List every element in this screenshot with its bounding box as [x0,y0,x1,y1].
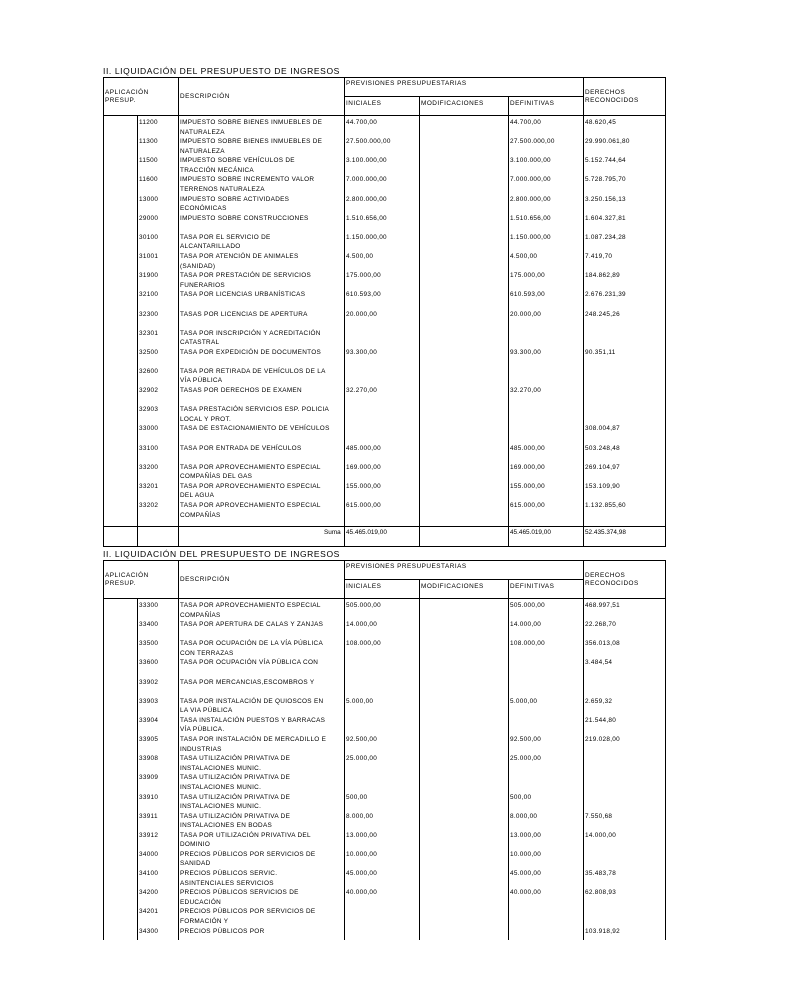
row-description: TASA POR APROVECHAMIENTO ESPECIAL COMPAÑÍAS DEL GAS [180,463,321,481]
row-code: 32300 [139,310,159,318]
row-derechos: 3.484,54 [585,659,613,667]
section-title: II. LIQUIDACIÓN DEL PRESUPUESTO DE INGRESOS [103,66,340,76]
row-code: 32902 [139,387,159,395]
liquidacion-section-2 [103,549,666,1000]
row-derechos: 90.351,11 [585,348,616,356]
row-iniciales: 2.800.000,00 [346,195,387,203]
row-iniciales: 10.000,00 [346,850,378,858]
row-description: TASA POR EXPEDICIÓN DE DOCUMENTOS [180,348,322,356]
row-description: TASA POR UTILIZACIÓN PRIVATIVA DEL DOMINIO [180,831,311,849]
header-definitivas: DEFINITIVAS [510,583,555,590]
row-description: TASA POR ATENCIÓN DE ANIMALES (SANIDAD) [180,253,299,270]
row-description: TASA POR APERTURA DE CALAS Y ZANJAS [180,621,324,629]
row-iniciales: 92.500,00 [346,736,378,744]
row-description: PRECIOS PÚBLICOS POR [180,927,265,935]
header-aplicacion: APLICACIÓN PRESUP. [105,572,149,587]
row-code: 29000 [139,214,159,222]
row-description: TASA POR ENTRADA DE VEHÍCULOS [180,444,302,452]
row-definitivas: 93.300,00 [510,348,542,356]
row-code: 11200 [139,119,158,126]
row-derechos: 48.620,45 [585,119,617,126]
row-iniciales: 175.000,00 [346,272,381,280]
header-definitivas: DEFINITIVAS [510,100,555,107]
row-description: PRECIOS PÚBLICOS SERVIC. ASINTENCIALES SERVICIOS [180,870,278,887]
header-previsiones: PREVISIONES PRESUPUESTARIAS [346,563,467,570]
row-definitivas: 169.000,00 [510,463,545,471]
row-definitivas: 108.000,00 [510,640,545,648]
row-code: 30100 [139,233,159,241]
row-description: TASA INSTALACIÓN PUESTOS Y BARRACAS VÍA PÚBLICA. [180,716,326,734]
row-iniciales: 20.000,00 [346,310,378,318]
row-description: TASA POR INSTALACIÓN DE QUIOSCOS EN LA VIA PÚBLICA [180,697,324,715]
sum-derechos: 52.435.374,98 [585,529,626,536]
row-definitivas: 8.000,00 [510,812,538,820]
row-iniciales: 93.300,00 [346,348,378,356]
row-code: 33912 [139,831,159,839]
liquidacion-section-1 [103,66,666,550]
row-iniciales: 1.510.656,00 [346,214,387,222]
row-code: 34300 [139,927,159,935]
row-code: 11600 [139,176,158,184]
row-definitivas: 1.150.000,00 [510,233,551,241]
row-description: TASAS POR DERECHOS DE EXAMEN [180,387,302,395]
row-definitivas: 505.000,00 [510,602,545,609]
row-code: 32903 [139,406,159,414]
row-definitivas: 20.000,00 [510,310,542,318]
row-derechos: 153.109,90 [585,482,620,490]
header-iniciales: INICIALES [346,583,382,590]
row-iniciales: 3.100.000,00 [346,157,387,165]
row-iniciales: 25.000,00 [346,755,378,763]
row-description: IMPUESTO SOBRE BIENES INMUEBLES DE NATURALEZA [180,119,323,136]
row-derechos: 503.248,48 [585,444,620,452]
row-iniciales: 5.000,00 [346,697,374,705]
row-iniciales: 1.150.000,00 [346,233,387,241]
row-definitivas: 3.100.000,00 [510,157,551,165]
budget-table [103,560,666,940]
row-iniciales: 4.500,00 [346,253,374,261]
row-description: TASA POR OCUPACIÓN DE LA VÍA PÚBLICA CON TERRAZAS [180,640,323,657]
header-descripcion: DESCRIPCIÓN [180,93,230,100]
row-description: TASA POR RETIRADA DE VEHÍCULOS DE LA VÍA PÚBLICA [180,367,326,385]
row-description: TASA POR MERCANCIAS,ESCOMBROS Y [180,678,315,686]
row-code: 33202 [139,502,159,509]
row-definitivas: 13.000,00 [510,831,542,839]
row-description: TASA POR OCUPACIÓN VÍA PÚBLICA CON [180,659,319,667]
row-derechos: 219.028,00 [585,736,620,744]
row-iniciales: 45.000,00 [346,870,378,878]
row-description: IMPUESTO SOBRE ACTIVIDADES ECONÓMICAS [180,195,290,213]
row-definitivas: 45.000,00 [510,870,542,878]
row-definitivas: 155.000,00 [510,482,545,490]
row-derechos: 2.659,32 [585,697,613,705]
row-derechos: 356.013,08 [585,640,620,648]
row-iniciales: 155.000,00 [346,482,381,490]
row-code: 11500 [139,157,158,165]
row-code: 33200 [139,463,159,471]
row-iniciales: 500,00 [346,793,368,801]
row-description: IMPUESTO SOBRE INCREMENTO VALOR TERRENOS NATURALEZA [180,176,315,193]
row-derechos: 21.544,80 [585,716,617,724]
row-derechos: 2.676.231,39 [585,291,626,299]
row-code: 32301 [139,329,159,337]
row-description: PRECIOS PÚBLICOS POR SERVICIOS DE FORMACIÓN Y [180,908,316,925]
row-description: TASA POR INSTALACIÓN DE MERCADILLO E INDUSTRIAS [180,736,327,753]
row-derechos: 7.419,70 [585,253,613,261]
row-code: 32500 [139,348,159,356]
row-description: TASA POR INSCRIPCIÓN Y ACREDITACIÓN CATASTRAL [180,329,321,347]
row-iniciales: 14.000,00 [346,621,378,629]
row-definitivas: 1.510.656,00 [510,214,551,222]
row-description: TASA POR PRESTACIÓN DE SERVICIOS FUNERARIOS [180,272,312,289]
row-definitivas: 500,00 [510,793,532,801]
row-derechos: 14.000,00 [585,831,617,839]
row-code: 32100 [139,291,159,299]
row-iniciales: 7.000.000,00 [346,176,387,184]
row-derechos: 5.152.744,64 [585,157,626,165]
header-previsiones: PREVISIONES PRESUPUESTARIAS [346,80,467,87]
row-code: 34100 [139,870,159,878]
row-code: 33100 [139,444,159,452]
row-derechos: 103.918,92 [585,927,620,935]
row-description: TASA POR APROVECHAMIENTO ESPECIAL COMPAÑÍAS [180,602,321,619]
row-definitivas: 2.800.000,00 [510,195,551,203]
row-description: TASA POR APROVECHAMIENTO ESPECIAL COMPAÑÍAS [180,502,321,519]
sum-label: Suma [324,529,341,536]
row-description: PRECIOS PÚBLICOS SERVICIOS DE EDUCACIÓN [180,889,299,906]
row-definitivas: 5.000,00 [510,697,538,705]
row-code: 34000 [139,850,159,858]
row-iniciales: 40.000,00 [346,889,378,897]
row-description: TASA UTILIZACIÓN PRIVATIVA DE INSTALACIONES MUNIC. [180,774,291,791]
header-aplicacion: APLICACIÓN PRESUP. [105,89,149,104]
row-code: 33600 [139,659,159,667]
header-modificaciones: MODIFICACIONES [421,583,484,590]
sum-definitivas: 45.465.019,00 [510,529,551,536]
row-derechos: 1.087.234,28 [585,233,626,241]
row-code: 31900 [139,272,159,280]
row-derechos: 5.728.795,70 [585,176,626,184]
row-derechos: 7.550,68 [585,812,613,820]
row-iniciales: 505.000,00 [346,602,381,609]
header-derechos: DERECHOS RECONOCIDOS [585,572,639,587]
row-derechos: 308.004,87 [585,425,620,433]
row-derechos: 1.604.327,81 [585,214,626,222]
row-code: 33902 [139,678,159,686]
row-code: 33908 [139,755,159,763]
row-code: 33909 [139,774,159,782]
row-description: TASA PRESTACIÓN SERVICIOS ESP. POLICIA LOCAL Y PROT. [180,406,329,423]
row-description: TASA DE ESTACIONAMIENTO DE VEHÍCULOS [180,425,330,433]
row-derechos: 3.250.156,13 [585,195,626,203]
row-code: 33300 [139,602,159,609]
row-derechos: 62.808,93 [585,889,617,897]
row-definitivas: 615.000,00 [510,502,545,509]
row-description: IMPUESTO SOBRE BIENES INMUEBLES DE NATURALEZA [180,138,323,155]
header-iniciales: INICIALES [346,100,382,107]
row-definitivas: 32.270,00 [510,387,542,395]
row-iniciales: 615.000,00 [346,502,381,509]
row-derechos: 29.990.061,80 [585,138,630,146]
row-description: TASA POR APROVECHAMIENTO ESPECIAL DEL AGUA [180,482,321,500]
row-definitivas: 610.593,00 [510,291,545,299]
row-iniciales: 27.500.000,00 [346,138,391,146]
row-code: 33904 [139,716,159,724]
header-descripcion: DESCRIPCIÓN [180,576,230,583]
row-definitivas: 4.500,00 [510,253,538,261]
row-code: 13000 [139,195,159,203]
row-description: IMPUESTO SOBRE VEHÍCULOS DE TRACCIÓN MECÁNICA [180,157,295,174]
row-code: 34200 [139,889,159,897]
row-definitivas: 40.000,00 [510,889,542,897]
row-iniciales: 32.270,00 [346,387,378,395]
row-definitivas: 14.000,00 [510,621,542,629]
row-definitivas: 92.500,00 [510,736,542,744]
row-iniciales: 108.000,00 [346,640,381,648]
row-description: TASAS POR LICENCIAS DE APERTURA [180,310,308,318]
row-code: 33000 [139,425,159,433]
section-title: II. LIQUIDACIÓN DEL PRESUPUESTO DE INGRESOS [103,549,340,559]
row-description: PRECIOS PÚBLICOS POR SERVICIOS DE SANIDAD [180,850,316,868]
row-code: 11300 [139,138,158,146]
row-code: 34201 [139,908,159,916]
row-code: 33201 [139,482,159,490]
row-code: 33910 [139,793,159,801]
row-definitivas: 10.000,00 [510,850,542,858]
row-definitivas: 175.000,00 [510,272,545,280]
row-iniciales: 13.000,00 [346,831,378,839]
row-description: TASA UTILIZACIÓN PRIVATIVA DE INSTALACIONES EN BODAS [180,812,291,830]
header-derechos: DERECHOS RECONOCIDOS [585,89,639,104]
row-description: IMPUESTO SOBRE CONSTRUCCIONES [180,214,309,222]
row-definitivas: 44.700,00 [510,119,542,126]
row-code: 32600 [139,367,159,375]
budget-table [103,77,666,547]
row-derechos: 22.268,70 [585,621,617,629]
row-derechos: 248.245,26 [585,310,620,318]
row-description: TASA UTILIZACIÓN PRIVATIVA DE INSTALACIONES MUNIC. [180,793,291,810]
row-code: 33400 [139,621,159,629]
row-derechos: 1.132.855,60 [585,502,626,509]
row-derechos: 35.483,78 [585,870,617,878]
row-definitivas: 27.500.000,00 [510,138,555,146]
row-iniciales: 169.000,00 [346,463,381,471]
row-iniciales: 485.000,00 [346,444,381,452]
row-code: 31001 [139,253,159,261]
row-code: 33500 [139,640,159,648]
row-definitivas: 7.000.000,00 [510,176,551,184]
row-iniciales: 610.593,00 [346,291,381,299]
row-code: 33903 [139,697,159,705]
row-derechos: 269.104,97 [585,463,620,471]
row-definitivas: 485.000,00 [510,444,545,452]
row-definitivas: 25.000,00 [510,755,542,763]
row-iniciales: 44.700,00 [346,119,378,126]
row-description: TASA POR EL SERVICIO DE ALCANTARILLADO [180,233,271,251]
row-derechos: 468.997,51 [585,602,620,609]
row-derechos: 184.862,89 [585,272,620,280]
row-code: 33911 [139,812,158,820]
row-iniciales: 8.000,00 [346,812,374,820]
header-modificaciones: MODIFICACIONES [421,100,484,107]
row-description: TASA UTILIZACIÓN PRIVATIVA DE INSTALACIONES MUNIC. [180,755,291,772]
sum-iniciales: 45.465.019,00 [346,529,387,536]
row-code: 33905 [139,736,159,744]
row-description: TASA POR LICENCIAS URBANÍSTICAS [180,291,306,299]
